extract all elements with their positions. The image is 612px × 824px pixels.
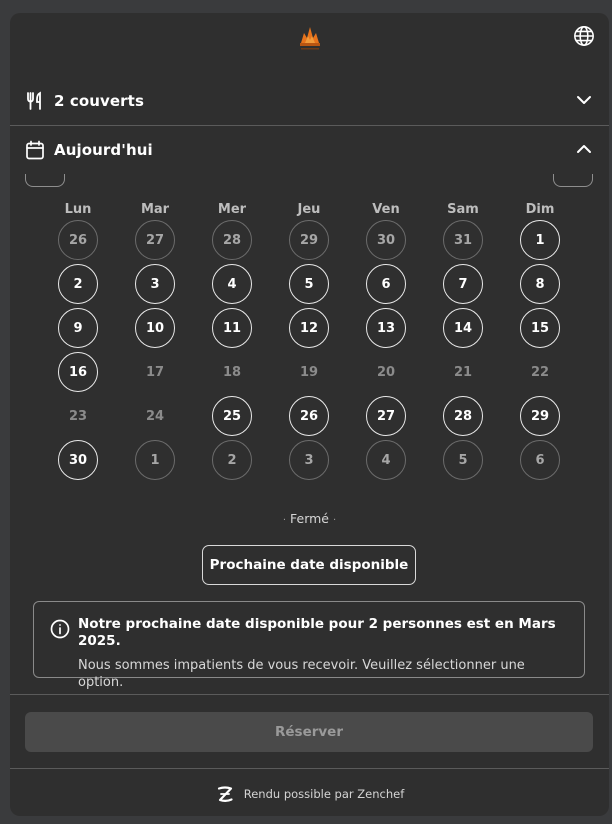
calendar-day-other-month[interactable]: 31	[443, 220, 483, 260]
weekday-label: Ven	[372, 201, 400, 217]
calendar-day[interactable]: 7	[443, 264, 483, 304]
cutlery-icon	[24, 90, 46, 112]
weekday-label: Lun	[64, 201, 92, 217]
calendar-day[interactable]: 1	[520, 220, 560, 260]
calendar-day-closed: 17	[145, 364, 165, 380]
calendar-day[interactable]: 28	[443, 396, 483, 436]
calendar-day-closed: 21	[453, 364, 473, 380]
flame-logo-icon	[295, 21, 325, 55]
calendar-day-closed: 19	[299, 364, 319, 380]
previous-month-button[interactable]	[25, 174, 65, 187]
calendar-day[interactable]: 13	[366, 308, 406, 348]
calendar-day[interactable]: 29	[520, 396, 560, 436]
calendar-day[interactable]: 15	[520, 308, 560, 348]
calendar-day[interactable]: 27	[366, 396, 406, 436]
calendar-day-other-month[interactable]: 1	[135, 440, 175, 480]
calendar-day-other-month[interactable]: 28	[212, 220, 252, 260]
calendar-day[interactable]: 5	[289, 264, 329, 304]
calendar-day-closed: 24	[145, 408, 165, 424]
calendar-day-other-month[interactable]: 4	[366, 440, 406, 480]
calendar-legend: · Fermé ·	[282, 511, 337, 526]
calendar-day[interactable]: 2	[58, 264, 98, 304]
powered-by[interactable]	[10, 783, 609, 805]
booking-widget	[10, 13, 609, 816]
globe-icon[interactable]	[573, 25, 595, 47]
divider	[10, 694, 609, 695]
calendar-day[interactable]: 8	[520, 264, 560, 304]
calendar-day[interactable]: 3	[135, 264, 175, 304]
date-selector[interactable]	[10, 126, 609, 174]
calendar-day-closed: 18	[222, 364, 242, 380]
info-title: Notre prochaine date disponible pour 2 personnes est en Mars 2025.	[78, 616, 556, 649]
zenchef-logo-icon	[215, 784, 235, 804]
calendar-day[interactable]: 9	[58, 308, 98, 348]
weekday-label: Mer	[217, 201, 247, 217]
widget-header	[10, 13, 609, 73]
calendar-icon	[24, 139, 46, 161]
calendar-day[interactable]: 12	[289, 308, 329, 348]
calendar-day[interactable]: 30	[58, 440, 98, 480]
weekday-label: Dim	[525, 201, 555, 217]
next-month-button[interactable]	[553, 174, 593, 187]
info-box	[33, 601, 585, 690]
chevron-up-icon	[575, 140, 593, 158]
calendar-day[interactable]: 26	[289, 396, 329, 436]
divider	[10, 768, 609, 769]
calendar-day-other-month[interactable]: 30	[366, 220, 406, 260]
weekday-label: Sam	[447, 201, 479, 217]
calendar-day[interactable]: 16	[58, 352, 98, 392]
calendar-day-closed: 20	[376, 364, 396, 380]
calendar-day-other-month[interactable]: 29	[289, 220, 329, 260]
powered-by-label: Rendu possible par Zenchef	[243, 787, 405, 801]
calendar-day-closed: 23	[68, 408, 88, 424]
calendar-day-other-month[interactable]: 26	[58, 220, 98, 260]
calendar-day-other-month[interactable]: 27	[135, 220, 175, 260]
calendar-day[interactable]: 10	[135, 308, 175, 348]
guests-label: 2 couverts	[54, 92, 144, 110]
weekday-label: Mar	[140, 201, 170, 217]
calendar-day-closed: 22	[530, 364, 550, 380]
guests-selector[interactable]	[10, 77, 609, 125]
calendar-day-other-month[interactable]: 6	[520, 440, 560, 480]
calendar-day[interactable]: 11	[212, 308, 252, 348]
calendar-day-other-month[interactable]: 2	[212, 440, 252, 480]
date-label: Aujourd'hui	[54, 141, 153, 159]
legend-closed-label: Fermé	[290, 511, 329, 526]
calendar-day-other-month[interactable]: 3	[289, 440, 329, 480]
next-available-date-button[interactable]: Prochaine date disponible	[202, 545, 416, 585]
info-text: Nous sommes impatients de vous recevoir. Veuillez sélectionner une option.	[78, 658, 525, 690]
calendar-day[interactable]: 4	[212, 264, 252, 304]
reserve-button[interactable]: Réserver	[25, 712, 593, 752]
chevron-down-icon	[575, 91, 593, 109]
info-icon	[50, 619, 70, 639]
calendar-day[interactable]: 14	[443, 308, 483, 348]
calendar-day-other-month[interactable]: 5	[443, 440, 483, 480]
calendar-day[interactable]: 6	[366, 264, 406, 304]
calendar-day[interactable]: 25	[212, 396, 252, 436]
weekday-label: Jeu	[297, 201, 321, 217]
calendar	[10, 174, 609, 534]
